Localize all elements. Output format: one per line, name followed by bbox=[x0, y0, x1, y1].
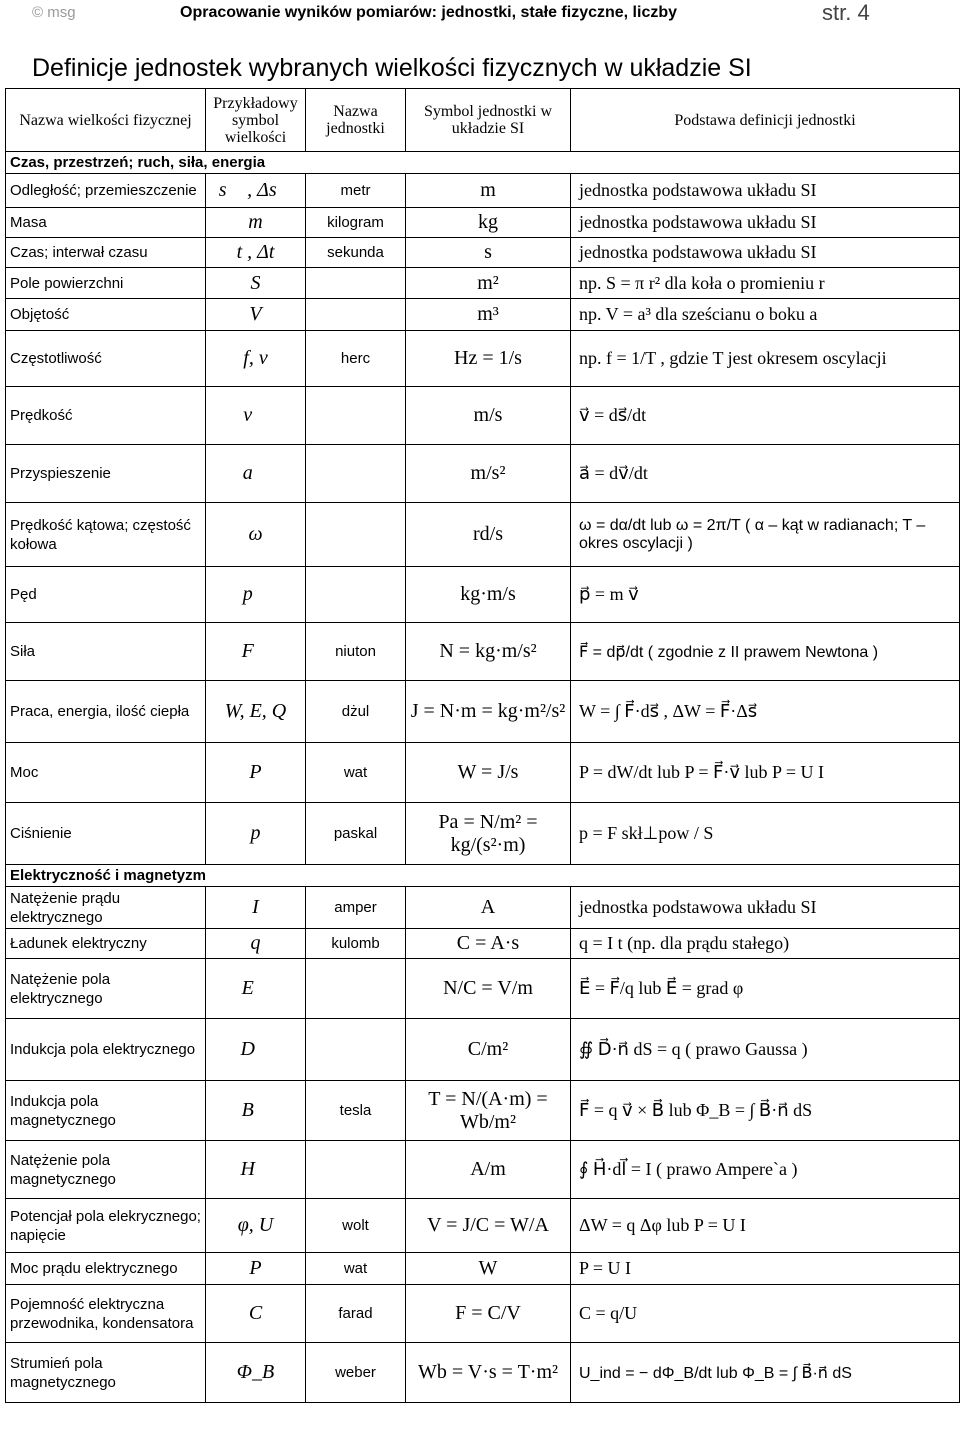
unit-name bbox=[306, 445, 406, 503]
unit-name: wolt bbox=[306, 1199, 406, 1253]
table-row bbox=[6, 1081, 960, 1141]
unit-symbol: kg·m/s bbox=[406, 567, 571, 623]
unit-name bbox=[306, 268, 406, 299]
quantity-name: Natężenie prądu elektrycznego bbox=[6, 887, 206, 929]
quantity-symbol: I bbox=[206, 887, 306, 929]
table-row bbox=[6, 387, 960, 445]
quantity-symbol: p⃗ bbox=[206, 567, 306, 623]
quantity-name: Potencjał pola elekrycznego; napięcie bbox=[6, 1199, 206, 1253]
unit-definition: ΔW = q Δφ lub P = U I bbox=[571, 1199, 960, 1253]
unit-symbol: rd/s bbox=[406, 503, 571, 567]
quantity-symbol: q bbox=[206, 929, 306, 959]
unit-name: kulomb bbox=[306, 929, 406, 959]
unit-name: paskal bbox=[306, 803, 406, 865]
table-row bbox=[6, 567, 960, 623]
unit-symbol: C/m² bbox=[406, 1019, 571, 1081]
unit-symbol: A/m bbox=[406, 1141, 571, 1199]
unit-name: farad bbox=[306, 1285, 406, 1343]
section-title: Elektryczność i magnetyzm bbox=[6, 865, 960, 887]
table-row bbox=[6, 803, 960, 865]
quantity-symbol: ω bbox=[206, 503, 306, 567]
unit-symbol: m³ bbox=[406, 299, 571, 331]
section-title: Czas, przestrzeń; ruch, siła, energia bbox=[6, 152, 960, 174]
unit-definition: v⃗ = ds⃗/dt bbox=[571, 387, 960, 445]
unit-name bbox=[306, 959, 406, 1019]
column-header-definition: Podstawa definicji jednostki bbox=[571, 89, 960, 152]
table-row bbox=[6, 268, 960, 299]
unit-definition: np. f = 1/T , gdzie T jest okresem oscylacji bbox=[571, 331, 960, 387]
table-row bbox=[6, 331, 960, 387]
table-row bbox=[6, 929, 960, 959]
quantity-symbol: P bbox=[206, 1253, 306, 1285]
unit-definition: W = ∫ F⃗·ds⃗ , ΔW = F⃗·Δs⃗ bbox=[571, 681, 960, 743]
table-row bbox=[6, 238, 960, 268]
unit-definition: ω = dα/dt lub ω = 2π/T ( α – kąt w radianach; T – okres oscylacji ) bbox=[571, 503, 960, 567]
unit-definition: P = dW/dt lub P = F⃗·v⃗ lub P = U I bbox=[571, 743, 960, 803]
quantity-name: Indukcja pola magnetycznego bbox=[6, 1081, 206, 1141]
unit-symbol: V = J/C = W/A bbox=[406, 1199, 571, 1253]
quantity-name: Objętość bbox=[6, 299, 206, 331]
unit-symbol: N/C = V/m bbox=[406, 959, 571, 1019]
quantity-symbol: P bbox=[206, 743, 306, 803]
quantity-name: Prędkość kątowa; częstość kołowa bbox=[6, 503, 206, 567]
unit-symbol: J = N·m = kg·m²/s² bbox=[406, 681, 571, 743]
unit-name: amper bbox=[306, 887, 406, 929]
quantity-name: Ładunek elektryczny bbox=[6, 929, 206, 959]
unit-symbol: W bbox=[406, 1253, 571, 1285]
quantity-name: Natężenie pola elektrycznego bbox=[6, 959, 206, 1019]
table-row bbox=[6, 174, 960, 208]
table-row bbox=[6, 887, 960, 929]
unit-symbol: m bbox=[406, 174, 571, 208]
table-row bbox=[6, 1343, 960, 1403]
column-header-name: Nazwa wielkości fizycznej bbox=[6, 89, 206, 152]
table-row bbox=[6, 445, 960, 503]
quantity-name: Pojemność elektryczna przewodnika, kondensatora bbox=[6, 1285, 206, 1343]
unit-definition: U_ind = − dΦ_B/dt lub Φ_B = ∫ B⃗·n⃗ dS bbox=[571, 1343, 960, 1403]
unit-definition: jednostka podstawowa układu SI bbox=[571, 887, 960, 929]
quantity-symbol: v⃗ bbox=[206, 387, 306, 445]
page-number: str. 4 bbox=[822, 0, 870, 25]
quantity-symbol: t , Δt bbox=[206, 238, 306, 268]
table-row bbox=[6, 503, 960, 567]
unit-definition: ∯ D⃗·n⃗ dS = q ( prawo Gaussa ) bbox=[571, 1019, 960, 1081]
unit-symbol: A bbox=[406, 887, 571, 929]
column-header-symbol: Przykładowy symbol wielkości bbox=[206, 89, 306, 152]
unit-name: weber bbox=[306, 1343, 406, 1403]
table-row bbox=[6, 299, 960, 331]
document-title: Definicje jednostek wybranych wielkości fizycznych w układzie SI bbox=[32, 54, 752, 82]
unit-name: wat bbox=[306, 1253, 406, 1285]
copyright-label: © msg bbox=[32, 4, 76, 21]
quantity-name: Prędkość bbox=[6, 387, 206, 445]
quantity-name: Czas; interwał czasu bbox=[6, 238, 206, 268]
table-row bbox=[6, 1199, 960, 1253]
unit-symbol: W = J/s bbox=[406, 743, 571, 803]
unit-definition: np. S = π r² dla koła o promieniu r bbox=[571, 268, 960, 299]
unit-name: metr bbox=[306, 174, 406, 208]
unit-definition: E⃗ = F⃗/q lub E⃗ = grad φ bbox=[571, 959, 960, 1019]
quantity-symbol: B⃗ bbox=[206, 1081, 306, 1141]
header-title: Opracowanie wyników pomiarów: jednostki, stałe fizyczne, liczby bbox=[180, 4, 678, 21]
unit-name bbox=[306, 1019, 406, 1081]
quantity-symbol: s⃗ , Δs⃗ bbox=[206, 174, 306, 208]
quantity-name: Moc prądu elektrycznego bbox=[6, 1253, 206, 1285]
table-header-row bbox=[6, 89, 960, 152]
quantity-name: Pęd bbox=[6, 567, 206, 623]
unit-name: wat bbox=[306, 743, 406, 803]
unit-definition: a⃗ = dv⃗/dt bbox=[571, 445, 960, 503]
section-row bbox=[6, 865, 960, 887]
unit-definition: jednostka podstawowa układu SI bbox=[571, 208, 960, 238]
unit-name: herc bbox=[306, 331, 406, 387]
unit-definition: p⃗ = m v⃗ bbox=[571, 567, 960, 623]
quantity-symbol: φ, U bbox=[206, 1199, 306, 1253]
table-row bbox=[6, 681, 960, 743]
unit-symbol: kg bbox=[406, 208, 571, 238]
unit-name bbox=[306, 503, 406, 567]
table-row bbox=[6, 959, 960, 1019]
unit-name bbox=[306, 387, 406, 445]
unit-name bbox=[306, 1141, 406, 1199]
quantity-name: Odległość; przemieszczenie bbox=[6, 174, 206, 208]
unit-definition: F⃗ = dp⃗/dt ( zgodnie z II prawem Newtona ) bbox=[571, 623, 960, 681]
units-table bbox=[5, 88, 960, 1403]
quantity-name: Strumień pola magnetycznego bbox=[6, 1343, 206, 1403]
unit-name: tesla bbox=[306, 1081, 406, 1141]
unit-symbol: T = N/(A·m) = Wb/m² bbox=[406, 1081, 571, 1141]
unit-name: dżul bbox=[306, 681, 406, 743]
column-header-unit-symbol: Symbol jednostki w układzie SI bbox=[406, 89, 571, 152]
unit-symbol: N = kg·m/s² bbox=[406, 623, 571, 681]
unit-definition: F⃗ = q v⃗ × B⃗ lub Φ_B = ∫ B⃗·n⃗ dS bbox=[571, 1081, 960, 1141]
unit-definition: jednostka podstawowa układu SI bbox=[571, 238, 960, 268]
quantity-symbol: F⃗ bbox=[206, 623, 306, 681]
quantity-symbol: p bbox=[206, 803, 306, 865]
quantity-name: Przyspieszenie bbox=[6, 445, 206, 503]
unit-name: kilogram bbox=[306, 208, 406, 238]
unit-definition: p = F skł⊥pow / S bbox=[571, 803, 960, 865]
unit-name bbox=[306, 567, 406, 623]
quantity-symbol: Φ_B bbox=[206, 1343, 306, 1403]
unit-symbol: m/s² bbox=[406, 445, 571, 503]
table-row bbox=[6, 1141, 960, 1199]
unit-symbol: s bbox=[406, 238, 571, 268]
table-body bbox=[6, 152, 960, 1403]
page-header bbox=[0, 0, 960, 26]
table-row bbox=[6, 623, 960, 681]
quantity-name: Siła bbox=[6, 623, 206, 681]
quantity-symbol: E⃗ bbox=[206, 959, 306, 1019]
quantity-symbol: f, ν bbox=[206, 331, 306, 387]
quantity-name: Praca, energia, ilość ciepła bbox=[6, 681, 206, 743]
unit-symbol: C = A·s bbox=[406, 929, 571, 959]
quantity-name: Częstotliwość bbox=[6, 331, 206, 387]
unit-name: niuton bbox=[306, 623, 406, 681]
unit-symbol: Hz = 1/s bbox=[406, 331, 571, 387]
unit-definition: np. V = a³ dla sześcianu o boku a bbox=[571, 299, 960, 331]
unit-symbol: Pa = N/m² = kg/(s²·m) bbox=[406, 803, 571, 865]
quantity-symbol: W, E, Q bbox=[206, 681, 306, 743]
quantity-name: Natężenie pola magnetycznego bbox=[6, 1141, 206, 1199]
column-header-unit-name: Nazwa jednostki bbox=[306, 89, 406, 152]
unit-definition: jednostka podstawowa układu SI bbox=[571, 174, 960, 208]
quantity-name: Indukcja pola elektrycznego bbox=[6, 1019, 206, 1081]
quantity-name: Pole powierzchni bbox=[6, 268, 206, 299]
quantity-name: Moc bbox=[6, 743, 206, 803]
unit-symbol: m² bbox=[406, 268, 571, 299]
quantity-symbol: V bbox=[206, 299, 306, 331]
unit-definition: P = U I bbox=[571, 1253, 960, 1285]
unit-definition: C = q/U bbox=[571, 1285, 960, 1343]
quantity-symbol: m bbox=[206, 208, 306, 238]
table-row bbox=[6, 1253, 960, 1285]
quantity-symbol: H⃗ bbox=[206, 1141, 306, 1199]
quantity-name: Masa bbox=[6, 208, 206, 238]
section-row bbox=[6, 152, 960, 174]
unit-symbol: F = C/V bbox=[406, 1285, 571, 1343]
unit-definition: ∮ H⃗·dl⃗ = I ( prawo Ampere`a ) bbox=[571, 1141, 960, 1199]
table-row bbox=[6, 1285, 960, 1343]
table-row bbox=[6, 743, 960, 803]
quantity-symbol: a⃗ bbox=[206, 445, 306, 503]
unit-name bbox=[306, 299, 406, 331]
quantity-symbol: D⃗ bbox=[206, 1019, 306, 1081]
unit-symbol: Wb = V·s = T·m² bbox=[406, 1343, 571, 1403]
unit-definition: q = I t (np. dla prądu stałego) bbox=[571, 929, 960, 959]
unit-symbol: m/s bbox=[406, 387, 571, 445]
table-row bbox=[6, 208, 960, 238]
quantity-symbol: C bbox=[206, 1285, 306, 1343]
unit-name: sekunda bbox=[306, 238, 406, 268]
quantity-symbol: S bbox=[206, 268, 306, 299]
quantity-name: Ciśnienie bbox=[6, 803, 206, 865]
table-row bbox=[6, 1019, 960, 1081]
